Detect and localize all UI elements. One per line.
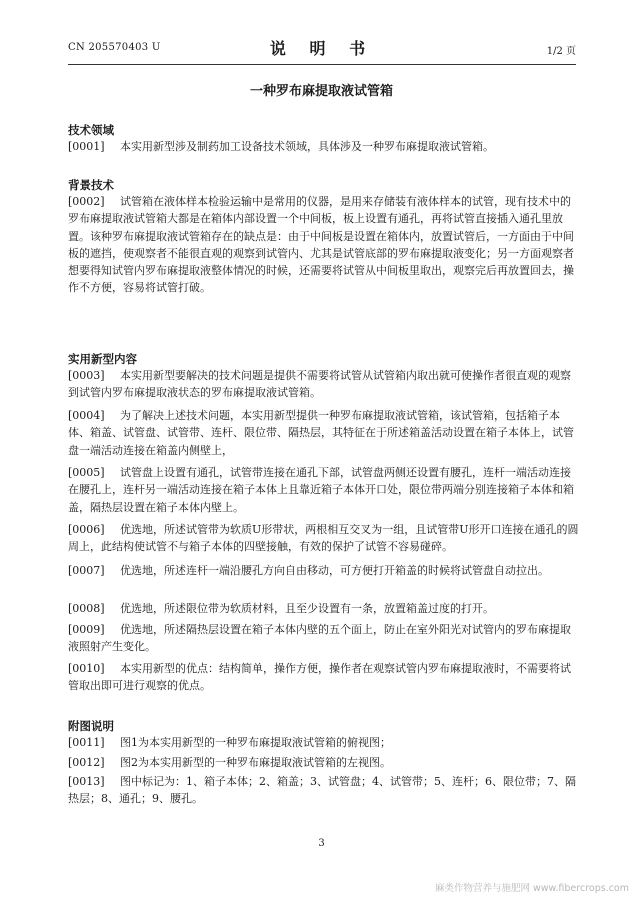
paragraph-0009 [68, 621, 580, 656]
paragraph-text: 本实用新型涉及制药加工设备技术领域，具体涉及一种罗布麻提取液试管箱。 [120, 140, 494, 153]
paragraph-number: [0003] [68, 369, 105, 382]
paragraph-0001 [68, 138, 580, 155]
section-heading-background: 背景技术 [68, 178, 114, 192]
paragraph-0011 [68, 734, 580, 751]
page-number: 3 [318, 838, 325, 849]
paragraph-0003 [68, 367, 580, 402]
paragraph-number: [0007] [68, 564, 105, 577]
paragraph-0008 [68, 600, 580, 617]
paragraph-0007 [68, 562, 580, 579]
paragraph-0013 [68, 773, 580, 808]
paragraph-text: 试管盘上设置有通孔，试管带连接在通孔下部，试管盘两侧还设置有腰孔，连杆一端活动连接在腰孔上，连杆另一端活动连接在箱子本体上且靠近箱子本体开口处，限位带两端分别连接箱子本体和箱盖，隔热层设置在箱子本体内壁上。 [68, 466, 574, 514]
document-type: 说 明 书 [269, 39, 375, 58]
paragraph-0005 [68, 464, 580, 516]
page-header [68, 34, 576, 62]
page-of: 1/2 页 [546, 46, 576, 57]
paragraph-number: [0002] [68, 195, 105, 208]
section-heading-drawings: 附图说明 [68, 719, 114, 733]
paragraph-number: [0011] [68, 736, 105, 749]
paragraph-text: 优选地，所述试管带为软质U形带状，两根相互交叉为一组，且试管带U形开口连接在通孔的圆周上，此结构使试管不与箱子本体的四壁接触，有效的保护了试管不容易碰碎。 [68, 523, 579, 554]
paragraph-number: [0004] [68, 409, 105, 422]
section-heading-content: 实用新型内容 [68, 352, 137, 366]
paragraph-text: 本实用新型的优点：结构简单，操作方便，操作者在观察试管内罗布麻提取液时，不需要将试管取出即可进行观察的优点。 [68, 662, 571, 693]
paragraph-text: 图1为本实用新型的一种罗布麻提取液试管箱的俯视图； [120, 736, 391, 749]
paragraph-number: [0013] [68, 775, 105, 788]
paragraph-text: 图2为本实用新型的一种罗布麻提取液试管箱的左视图。 [120, 756, 391, 769]
paragraph-number: [0010] [68, 662, 105, 675]
paragraph-text: 为了解决上述技术问题，本实用新型提供一种罗布麻提取液试管箱，该试管箱，包括箱子本体、箱盖、试管盘、试管带、连杆、限位带、隔热层，其特征在于所述箱盖活动设置在箱子本体上，试管盘一端活动连接在箱盖内侧壁上， [68, 409, 574, 457]
patent-number: CN 205570403 U [68, 42, 161, 53]
paragraph-0002 [68, 193, 580, 297]
paragraph-number: [0006] [68, 523, 105, 536]
paragraph-text: 本实用新型要解决的技术问题是提供不需要将试管从试管箱内取出就可使操作者很直观的观察到试管内罗布麻提取液状态的罗布麻提取液试管箱。 [68, 369, 571, 400]
paragraph-number: [0005] [68, 466, 105, 479]
watermark: 麻类作物营养与施肥网 www.fibercrops.com [434, 883, 629, 894]
page-title: 一种罗布麻提取液试管箱 [249, 84, 393, 99]
paragraph-text: 优选地，所述限位带为软质材料，且至少设置有一条，放置箱盖过度的打开。 [120, 602, 494, 615]
paragraph-0012 [68, 754, 580, 771]
paragraph-0004 [68, 407, 580, 459]
paragraph-text: 图中标记为：1、箱子本体；2、箱盖；3、试管盘；4、试管带；5、连杆；6、限位带；7、隔热层；8、通孔；9、腰孔。 [68, 775, 576, 806]
paragraph-number: [0012] [68, 756, 105, 769]
header-divider [68, 64, 576, 65]
paragraph-number: [0001] [68, 140, 105, 153]
paragraph-number: [0008] [68, 602, 105, 615]
paragraph-0010 [68, 660, 580, 695]
paragraph-text: 优选地，所述连杆一端沿腰孔方向自由移动，可方便打开箱盖的时候将试管盘自动拉出。 [120, 564, 549, 577]
section-heading-tech-field: 技术领域 [68, 123, 114, 137]
paragraph-0006 [68, 521, 580, 556]
paragraph-text: 优选地，所述隔热层设置在箱子本体内壁的五个面上，防止在室外阳光对试管内的罗布麻提取液照射产生变化。 [68, 623, 571, 654]
paragraph-text: 试管箱在液体样本检验运输中是常用的仪器，是用来存储装有液体样本的试管，现有技术中的罗布麻提取液试管箱大都是在箱体内部设置一个中间板，板上设置有通孔，再将试管直接插入通孔里放置。该种罗布麻提取液试管箱存在的缺点是：由于中间板是设置在箱体内，放置试管后，一方面由于中间板的遮挡，使观察者不能很直观的观察到试管内、尤其是试管底部的罗布麻提取液变化；另一方面观察者想要得知试管内罗布麻提取液整体情况的时候，还需要将试管从中间板里取出，观察完后再放置回去，操作不方便，容易将试管打破。 [68, 195, 574, 295]
paragraph-number: [0009] [68, 623, 105, 636]
